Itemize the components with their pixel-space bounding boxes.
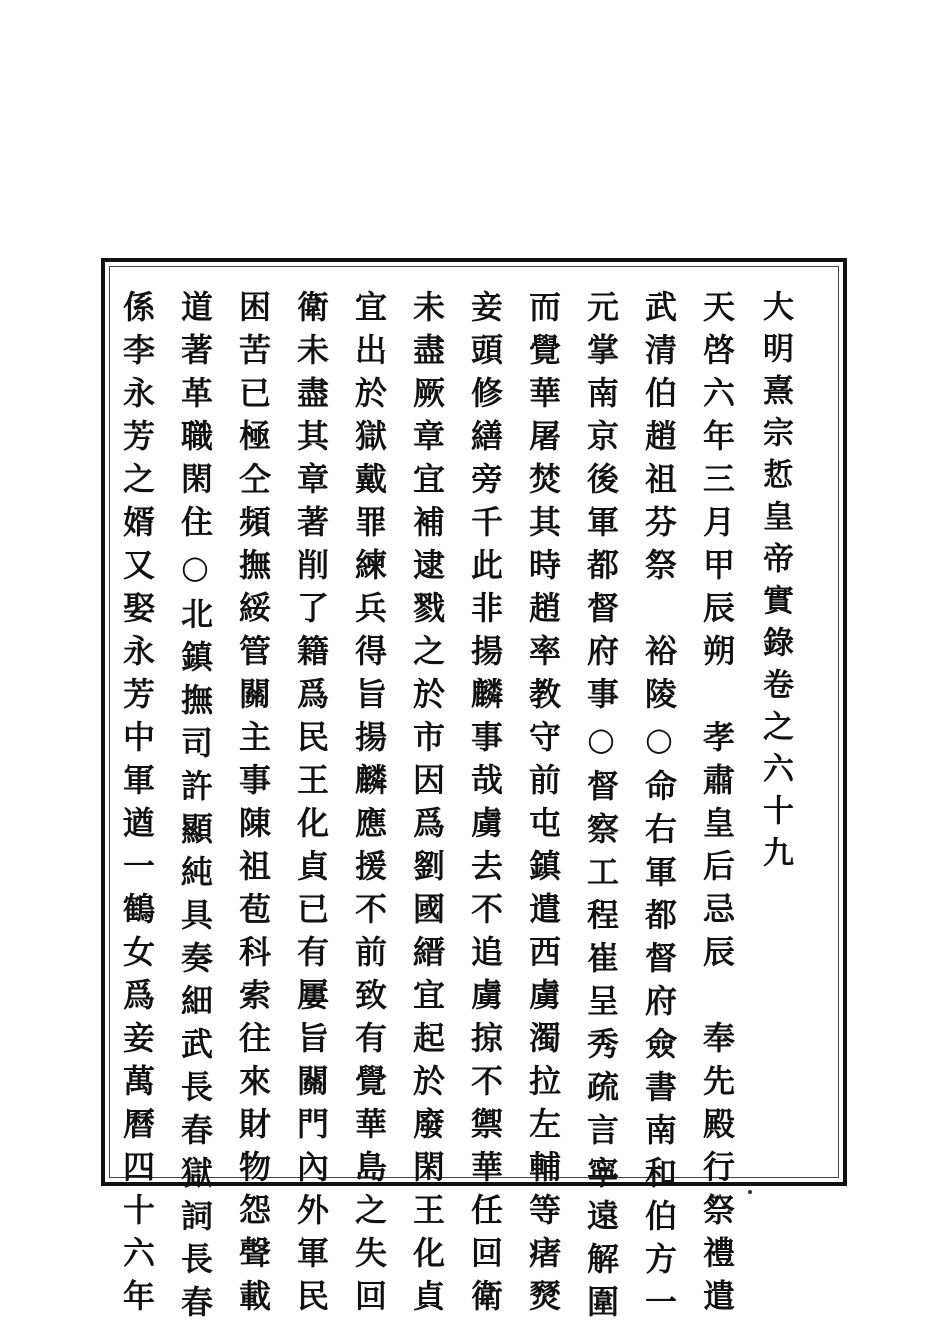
- text-column-3: 元掌南京後軍都督府事○督察工程崔呈秀疏言寧遠解圍: [582, 290, 620, 1328]
- text-column-6: 未盡厥章宜補逮戮之於市因爲劉國縉宜起於廢閑王化貞: [408, 290, 446, 1322]
- ink-speck: [748, 1190, 752, 1194]
- text-column-1: 天啓六年三月甲辰朔 孝肅皇后忌辰 奉先殿行祭禮遣: [698, 290, 736, 1322]
- volume-title-column: 大明熹宗悊皇帝實錄卷之六十九: [757, 290, 793, 878]
- text-column-8: 衛未盡其章著削了籍爲民王化貞已有屢旨關門內外軍民: [292, 290, 330, 1322]
- text-column-11: 係李永芳之婿又娶永芳中軍遒一鶴女爲妾萬曆四十六年: [118, 290, 156, 1322]
- text-column-10: 道著革職閑住○北鎮撫司許顯純具奏細武長春獄詞長春: [176, 290, 214, 1328]
- text-column-9: 困苦已極仝頻撫綏管關主事陳祖苞科索往來財物怨聲載: [234, 290, 272, 1322]
- text-column-5: 妾頭修繕旁千此非揚麟事哉虜去不追虜掠不禦華任回衛: [466, 290, 504, 1322]
- page-border-frame: [101, 258, 847, 1328]
- text-column-7: 宜出於獄戴罪練兵得旨揚麟應援不前致有覺華島之失回: [350, 290, 388, 1322]
- text-column-2: 武清伯趙祖芬祭 裕陵○命右軍都督府僉書南和伯方一: [640, 290, 678, 1328]
- text-column-4: 而覺華屠焚其時趙率教守前屯鎮遣西虜濁拉左輔等瘏燹: [524, 290, 562, 1322]
